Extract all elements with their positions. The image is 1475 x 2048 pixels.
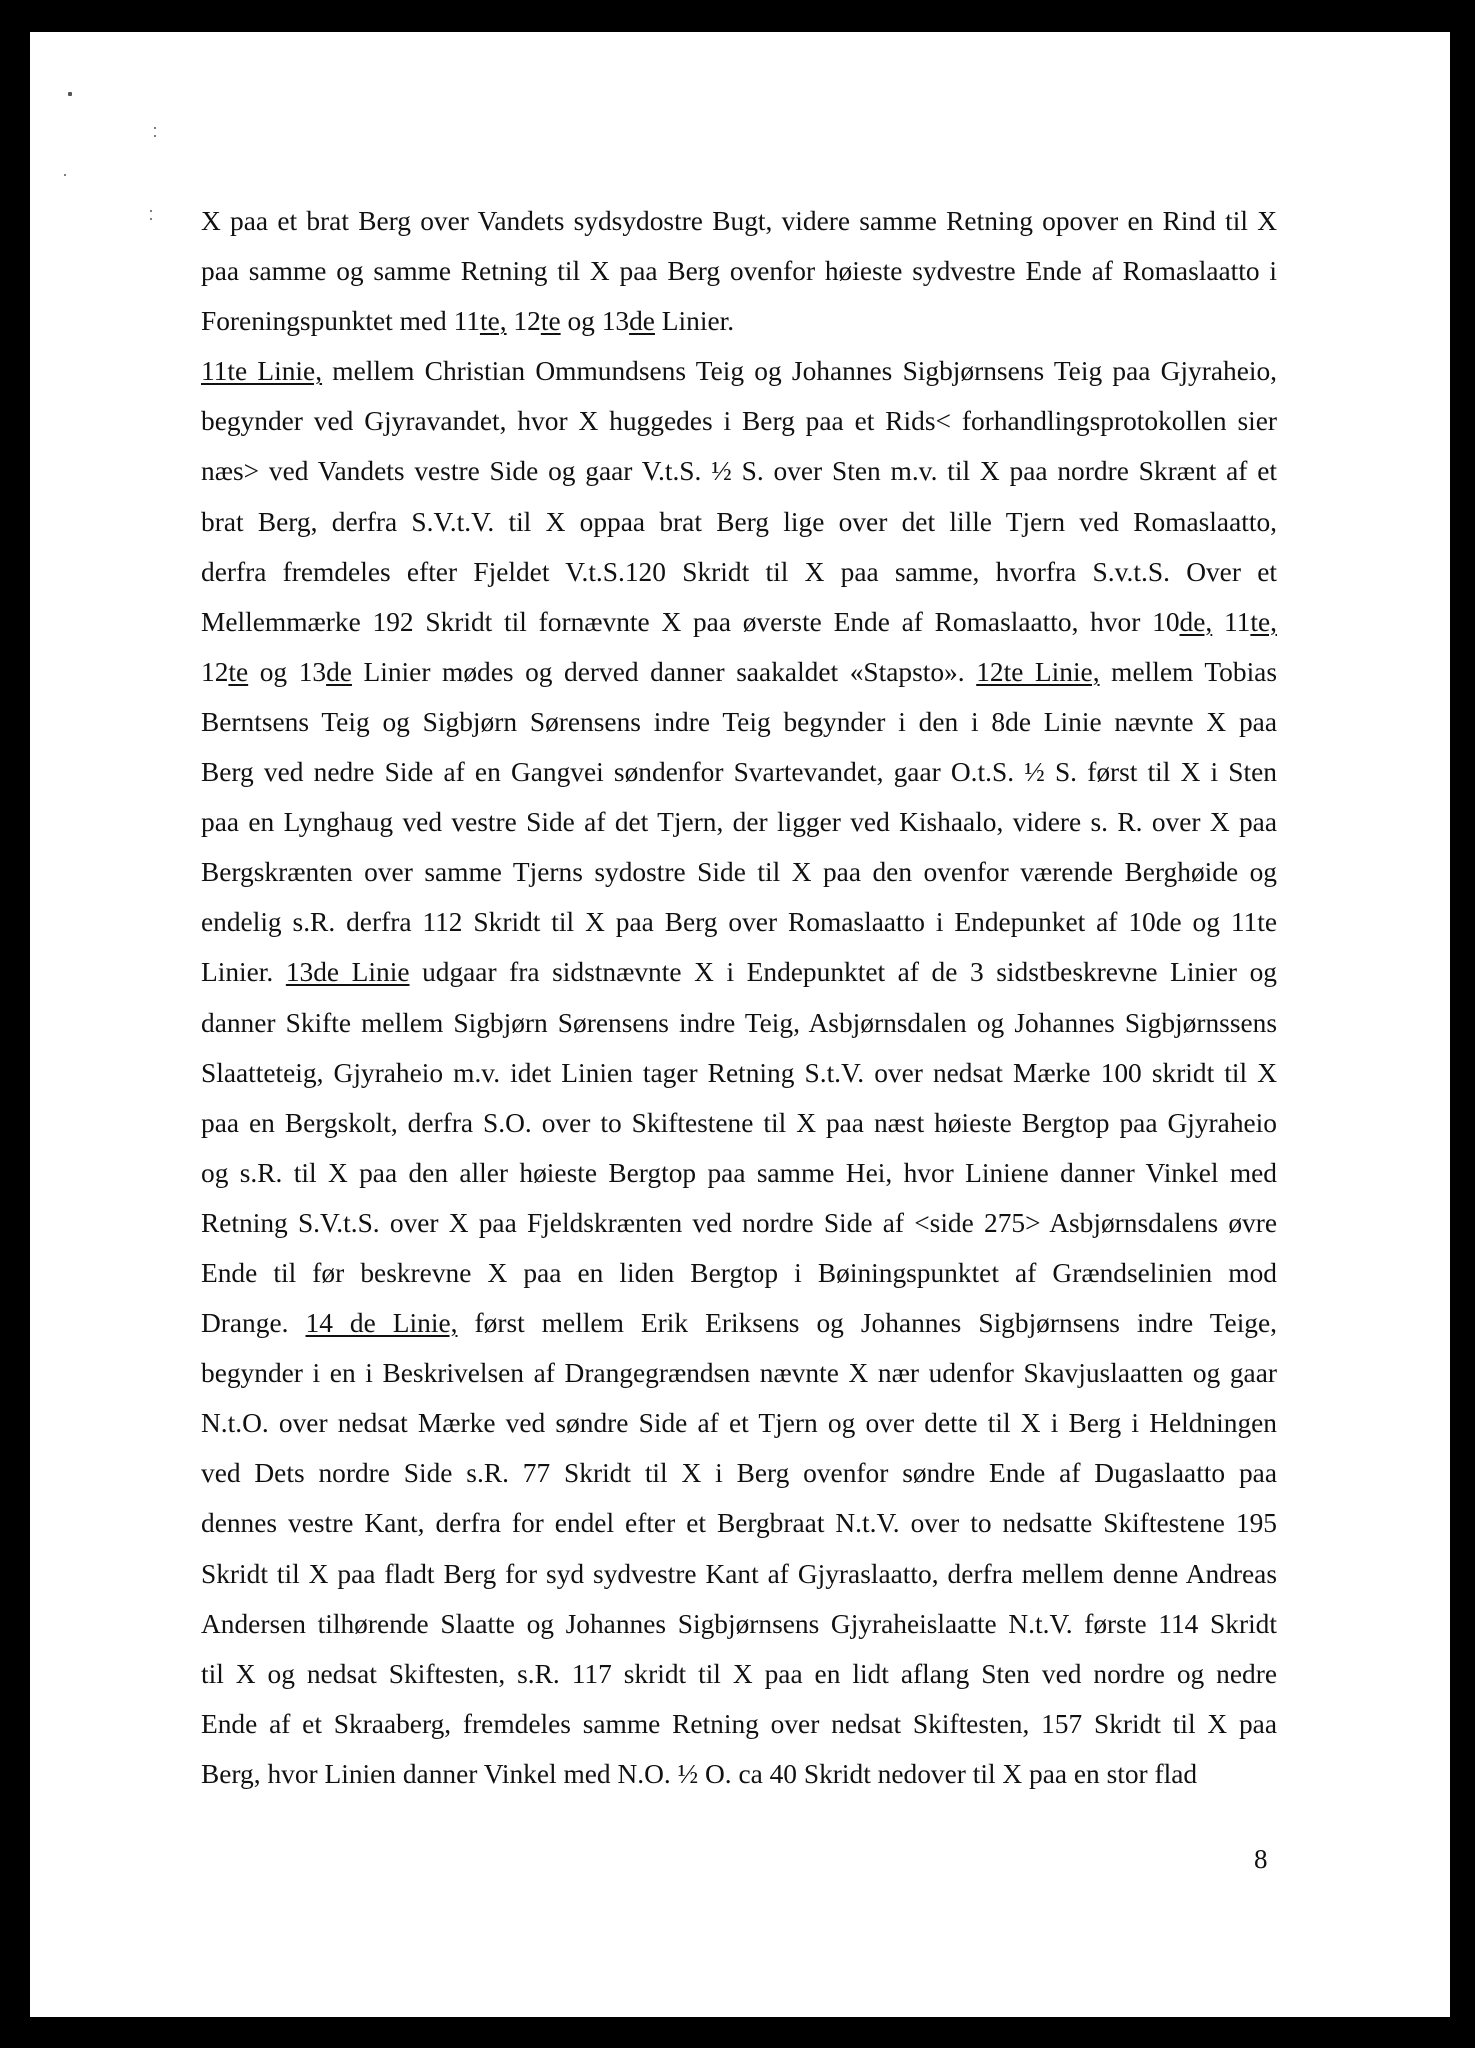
text-line <box>201 1298 1277 1348</box>
text-line <box>201 1398 1277 1448</box>
page-number: 8 <box>1254 1844 1268 1874</box>
text-line <box>201 246 1277 296</box>
text-run: brat Berg, derfra S.V.t.V. til X oppaa brat Berg lige over det lille Tjern ved Romaslaatto, <box>201 506 1277 537</box>
text-run: ved Dets nordre Side s.R. 77 Skridt til X i Berg ovenfor søndre Ende af Dugaslaatto paa <box>201 1458 1277 1489</box>
text-run: Retning S.V.t.S. over X paa Fjeldskrænten ved nordre Side af <side 275> Asbjørnsdalens øvre <box>201 1207 1277 1238</box>
text-run: danner Skifte mellem Sigbjørn Sørensens indre Teig, Asbjørnsdalen og Johannes Sigbjørnssens <box>201 1007 1277 1038</box>
underlined-text: te, <box>479 306 507 337</box>
text-run: Skridt til X paa fladt Berg for syd sydvestre Kant af Gjyraslaatto, derfra mellem denne Andreas <box>201 1558 1277 1589</box>
text-run: mellem Christian Ommundsens Teig og Johannes Sigbjørnsens Teig paa Gjyraheio, <box>322 356 1278 387</box>
text-line <box>201 396 1277 446</box>
underlined-text: 14 de Linie, <box>305 1308 458 1339</box>
scan-speck <box>68 92 72 96</box>
text-run: Andersen tilhørende Slaatte og Johannes Sigbjørnsens Gjyraheislaatte N.t.V. første 114 Skridt <box>201 1608 1277 1639</box>
text-run: Foreningspunktet med 11 <box>201 306 480 337</box>
text-line <box>201 446 1277 496</box>
text-run: Linier. <box>654 306 735 337</box>
text-line <box>201 747 1277 797</box>
text-run: næs> ved Vandets vestre Side og gaar V.t.S. ½ S. over Sten m.v. til X paa nordre Skrænt af et <box>201 456 1277 487</box>
text-line <box>201 497 1277 547</box>
text-line <box>201 647 1277 697</box>
text-run: 11 <box>1212 606 1251 637</box>
text-run: og 13 <box>248 656 327 687</box>
text-run: Drange. <box>201 1308 306 1339</box>
underlined-text: te <box>228 656 249 687</box>
text-line <box>201 597 1277 647</box>
text-run: til X og nedsat Skiftesten, s.R. 117 skridt til X paa en lidt aflang Sten ved nordre og nedre <box>201 1658 1277 1689</box>
text-line <box>201 697 1277 747</box>
text-run: paa en Lynghaug ved vestre Side af det Tjern, der ligger ved Kishaalo, videre s. R. over X paa <box>201 807 1277 838</box>
text-line <box>201 1448 1277 1498</box>
text-line <box>201 797 1277 847</box>
underlined-text: 13de Linie <box>285 957 410 988</box>
scan-speck <box>150 210 152 212</box>
text-line <box>201 1649 1277 1699</box>
scan-speck <box>154 127 156 129</box>
text-run: begynder ved Gjyravandet, hvor X huggedes i Berg paa et Rids< forhandlingsprotokollen sier <box>201 406 1277 437</box>
text-run: paa samme og samme Retning til X paa Berg ovenfor høieste sydvestre Ende af Romaslaatto i <box>201 256 1277 287</box>
text-run: N.t.O. over nedsat Mærke ved søndre Side af et Tjern og over dette til X i Berg i Heldningen <box>201 1408 1277 1439</box>
text-run: Berg ved nedre Side af en Gangvei søndenfor Svartevandet, gaar O.t.S. ½ S. først til X i Sten <box>201 757 1277 788</box>
text-run: Mellemmærke 192 Skridt til fornævnte X paa øverste Ende af Romaslaatto, hvor 10 <box>201 606 1180 637</box>
text-run: dennes vestre Kant, derfra for endel efter et Bergbraat N.t.V. over to nedsatte Skiftestene 195 <box>201 1508 1277 1539</box>
underlined-text: de, <box>1179 606 1213 637</box>
scan-speck <box>64 174 66 176</box>
underlined-text: 11te Linie, <box>201 356 323 387</box>
text-run: Slaatteteig, Gjyraheio m.v. idet Linien tager Retning S.t.V. over nedsat Mærke 100 skridt til X <box>201 1057 1277 1088</box>
scan-speck <box>150 218 152 220</box>
text-run: Berg, hvor Linien danner Vinkel med N.O. ½ O. ca 40 Skridt nedover til X paa en stor flad <box>201 1758 1198 1789</box>
text-line <box>201 547 1277 597</box>
text-line <box>201 1348 1277 1398</box>
text-line <box>201 847 1277 897</box>
text-line <box>201 1498 1277 1548</box>
text-run: udgaar fra sidstnævnte X i Endepunktet af de 3 sidstbeskrevne Linier og <box>409 957 1277 988</box>
underlined-text: te, <box>1250 606 1277 637</box>
text-run: Linier mødes og derved danner saakaldet «Stapsto». <box>351 656 977 687</box>
underlined-text: te <box>540 306 561 337</box>
text-line <box>201 998 1277 1048</box>
underlined-text: 12te Linie, <box>976 656 1100 687</box>
scan-speck <box>154 135 156 137</box>
text-line <box>201 1599 1277 1649</box>
text-run: og 13 <box>560 306 630 337</box>
text-line <box>201 1549 1277 1599</box>
underlined-text: de <box>629 306 655 337</box>
text-run: X paa et brat Berg over Vandets sydsydostre Bugt, videre samme Retning opover en Rind til X <box>201 206 1277 236</box>
text-run: Berntsens Teig og Sigbjørn Sørensens indre Teig begynder i den i 8de Linie nævnte X paa <box>201 706 1277 737</box>
text-run: paa en Bergskolt, derfra S.O. over to Skiftestene til X paa næst høieste Bergtop paa Gjyraheio <box>201 1107 1277 1138</box>
document-body-text <box>201 196 1277 1799</box>
underlined-text: de <box>326 656 352 687</box>
text-run: først mellem Erik Eriksens og Johannes Sigbjørnsens indre Teige, <box>457 1308 1278 1339</box>
text-line <box>201 296 1277 346</box>
text-line <box>201 1198 1277 1248</box>
text-run: 12 <box>506 306 541 337</box>
text-line <box>201 897 1277 947</box>
text-run: Linier. <box>201 957 286 988</box>
text-line <box>201 196 1277 246</box>
text-run: begynder i en i Beskrivelsen af Drangegrændsen nævnte X nær udenfor Skavjuslaatten og gaar <box>201 1358 1277 1389</box>
text-run: mellem Tobias <box>1099 656 1278 687</box>
text-run: og s.R. til X paa den aller høieste Bergtop paa samme Hei, hvor Liniene danner Vinkel med <box>201 1157 1277 1188</box>
text-line <box>201 1248 1277 1298</box>
text-line <box>201 346 1277 396</box>
text-line <box>201 1098 1277 1148</box>
text-line <box>201 1749 1277 1799</box>
text-line <box>201 1048 1277 1098</box>
text-run: derfra fremdeles efter Fjeldet V.t.S.120 Skridt til X paa samme, hvorfra S.v.t.S. Over et <box>201 556 1277 587</box>
text-run: 12 <box>201 656 229 687</box>
text-line <box>201 1148 1277 1198</box>
text-run: Ende af et Skraaberg, fremdeles samme Retning over nedsat Skiftesten, 157 Skridt til X paa <box>201 1708 1277 1739</box>
text-line <box>201 1699 1277 1749</box>
text-run: Bergskrænten over samme Tjerns sydostre Side til X paa den ovenfor værende Berghøide og <box>201 857 1277 888</box>
text-run: endelig s.R. derfra 112 Skridt til X paa Berg over Romaslaatto i Endepunket af 10de og 11te <box>201 907 1277 938</box>
text-line <box>201 947 1277 997</box>
text-run: Ende til før beskrevne X paa en liden Bergtop i Bøiningspunktet af Grændselinien mod <box>201 1257 1277 1288</box>
